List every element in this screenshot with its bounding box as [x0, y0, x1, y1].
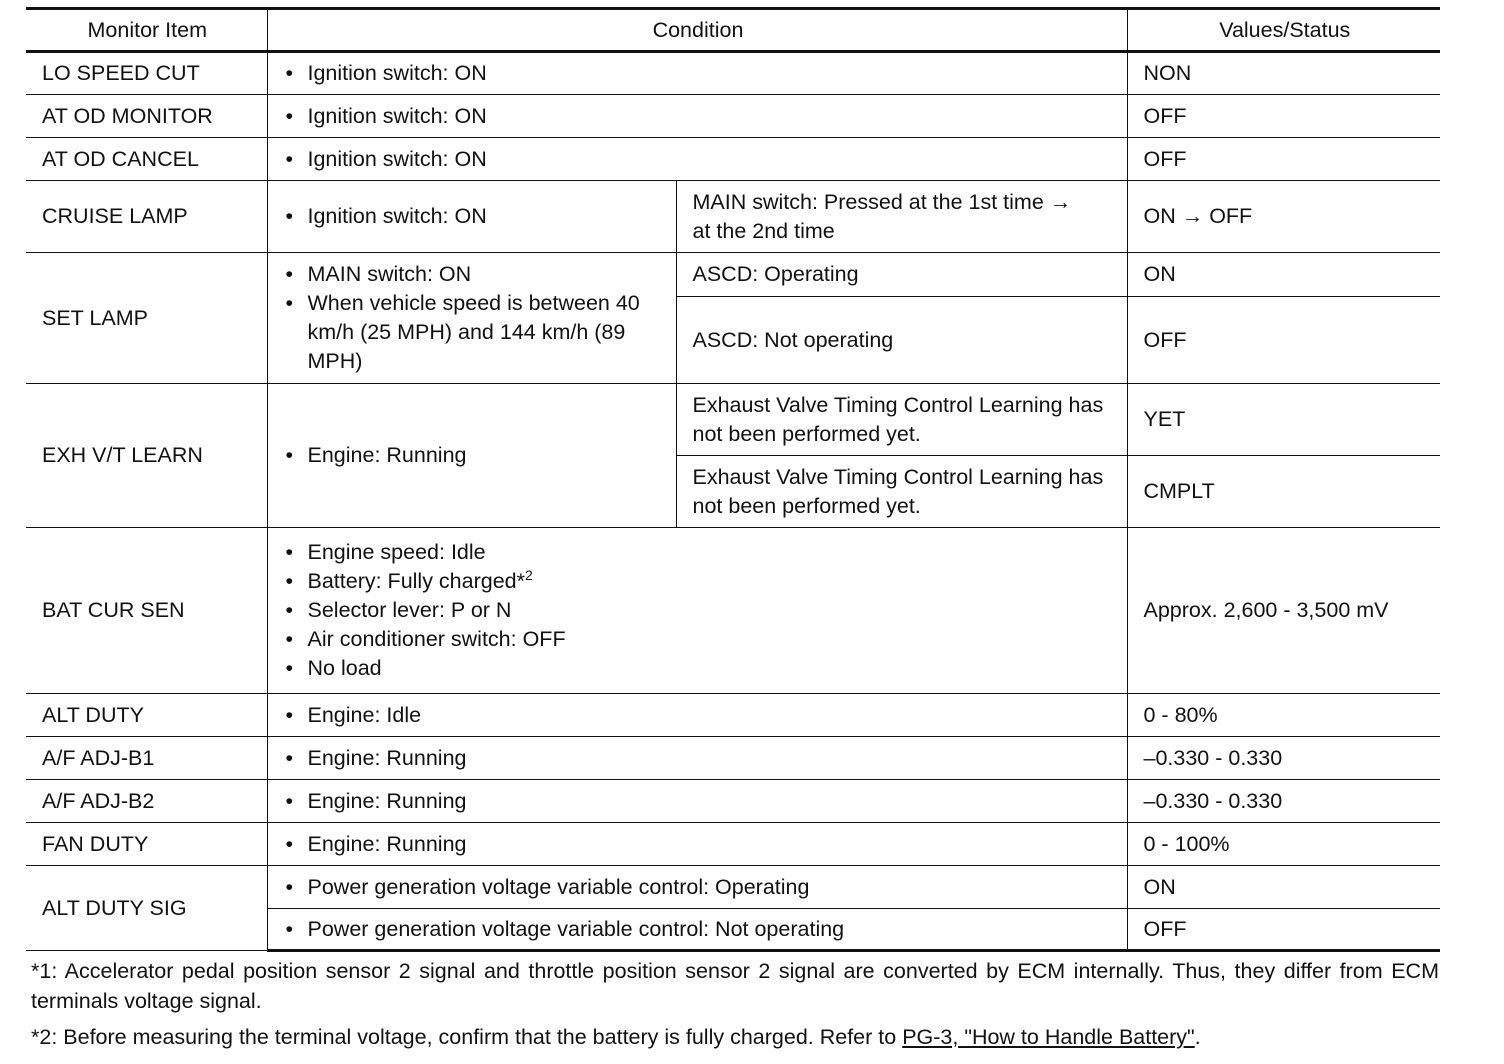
monitor-item: BAT CUR SEN: [26, 528, 267, 694]
condition-cell: [267, 528, 1127, 694]
monitor-item: ALT DUTY SIG: [26, 866, 267, 951]
monitor-item: AT OD MONITOR: [26, 95, 267, 138]
condition-bullet: • Engine speed: Idle: [284, 538, 1113, 567]
table-row: [26, 384, 1440, 456]
value-cell: –0.330 - 0.330: [1127, 780, 1440, 823]
condition-bullet: • Ignition switch: ON: [284, 145, 1113, 174]
table-row: [26, 181, 1440, 253]
table-row: [26, 95, 1440, 138]
condition-bullet: • Selector lever: P or N: [284, 596, 1113, 625]
footnote-2-text: *2: Before measuring the terminal voltage, confirm that the battery is fully charged. Refer to: [31, 1025, 903, 1049]
value-cell: Approx. 2,600 - 3,500 mV: [1127, 528, 1440, 694]
condition-bullet: • Engine: Running: [284, 787, 1113, 816]
table-row: [26, 823, 1440, 866]
condition-cell: [267, 181, 676, 253]
value-cell: –0.330 - 0.330: [1127, 737, 1440, 780]
sub-condition-line: at the 2nd time: [692, 218, 835, 243]
monitor-item: SET LAMP: [26, 253, 267, 384]
condition-cell: [267, 253, 676, 384]
monitor-item: EXH V/T LEARN: [26, 384, 267, 528]
value-cell: YET: [1127, 384, 1440, 456]
condition-bullet: • Ignition switch: ON: [284, 202, 662, 231]
condition-text: Battery: Fully charged*: [307, 569, 525, 593]
condition-cell: [267, 138, 1127, 181]
condition-cell: [267, 95, 1127, 138]
value-cell: OFF: [1127, 297, 1440, 384]
footnote-1: *1: Accelerator pedal position sensor 2 signal and throttle position sensor 2 signal are converted by ECM internally. Thus, they differ from ECM terminals voltage signal.: [31, 959, 1439, 1013]
table-header-row: [26, 9, 1440, 52]
value-cell: OFF: [1127, 95, 1440, 138]
sub-condition-cell: [676, 181, 1127, 253]
condition-bullet: • MAIN switch: ON: [284, 260, 662, 289]
monitor-item: LO SPEED CUT: [26, 52, 267, 95]
table-row: [26, 737, 1440, 780]
monitor-item: CRUISE LAMP: [26, 181, 267, 253]
value-cell: ON → OFF: [1127, 181, 1440, 253]
monitor-item: ALT DUTY: [26, 694, 267, 737]
value-cell: 0 - 80%: [1127, 694, 1440, 737]
condition-bullet: • Engine: Running: [284, 744, 1113, 773]
header-monitor-item: Monitor Item: [26, 9, 267, 52]
value-cell: CMPLT: [1127, 456, 1440, 528]
condition-cell: [267, 52, 1127, 95]
footnote-2-end: .: [1194, 1025, 1201, 1049]
condition-bullet: • No load: [284, 654, 1113, 683]
table-row: [26, 866, 1440, 909]
table-row: [26, 138, 1440, 181]
sub-condition-cell: Exhaust Valve Timing Control Learning has not been performed yet.: [676, 456, 1127, 528]
monitor-item: FAN DUTY: [26, 823, 267, 866]
monitor-item: A/F ADJ-B2: [26, 780, 267, 823]
header-values-status: Values/Status: [1127, 9, 1440, 52]
condition-bullet: • Power generation voltage variable control: Not operating: [284, 915, 1113, 944]
sub-condition-cell: ASCD: Not operating: [676, 297, 1127, 384]
condition-bullet: • Ignition switch: ON: [284, 59, 1113, 88]
battery-handling-link[interactable]: PG-3, "How to Handle Battery": [902, 1025, 1195, 1049]
footnote-2: [31, 1022, 1439, 1052]
condition-cell: [267, 909, 1127, 951]
condition-cell: [267, 823, 1127, 866]
condition-cell: [267, 866, 1127, 909]
table-row: [26, 52, 1440, 95]
sub-condition-cell: Exhaust Valve Timing Control Learning has not been performed yet.: [676, 384, 1127, 456]
condition-bullet: • Air conditioner switch: OFF: [284, 625, 1113, 654]
condition-bullet: • Ignition switch: ON: [284, 102, 1113, 131]
footnotes: [31, 956, 1439, 1058]
monitor-item: A/F ADJ-B1: [26, 737, 267, 780]
condition-bullet: • Engine: Running: [284, 441, 662, 470]
condition-cell: [267, 384, 676, 528]
table-row: [26, 528, 1440, 694]
footnote-ref: 2: [525, 566, 533, 583]
condition-cell: [267, 694, 1127, 737]
header-condition: Condition: [267, 9, 1127, 52]
condition-bullet: • When vehicle speed is between 40 km/h (25 MPH) and 144 km/h (89 MPH): [284, 289, 662, 376]
value-cell: OFF: [1127, 909, 1440, 951]
condition-bullet: [284, 567, 1113, 596]
sub-condition-cell: ASCD: Operating: [676, 253, 1127, 297]
sub-condition-line: MAIN switch: Pressed at the 1st time →: [692, 189, 1072, 214]
value-cell: ON: [1127, 253, 1440, 297]
condition-bullet: • Engine: Idle: [284, 701, 1113, 730]
condition-cell: [267, 780, 1127, 823]
value-cell: ON: [1127, 866, 1440, 909]
monitor-spec-table: [26, 7, 1440, 952]
value-cell: 0 - 100%: [1127, 823, 1440, 866]
table-row: [26, 253, 1440, 297]
value-cell: OFF: [1127, 138, 1440, 181]
value-cell: NON: [1127, 52, 1440, 95]
condition-bullet: • Power generation voltage variable control: Operating: [284, 873, 1113, 902]
condition-bullet: • Engine: Running: [284, 830, 1113, 859]
condition-cell: [267, 737, 1127, 780]
table-row: [26, 780, 1440, 823]
monitor-item: AT OD CANCEL: [26, 138, 267, 181]
table-row: [26, 694, 1440, 737]
